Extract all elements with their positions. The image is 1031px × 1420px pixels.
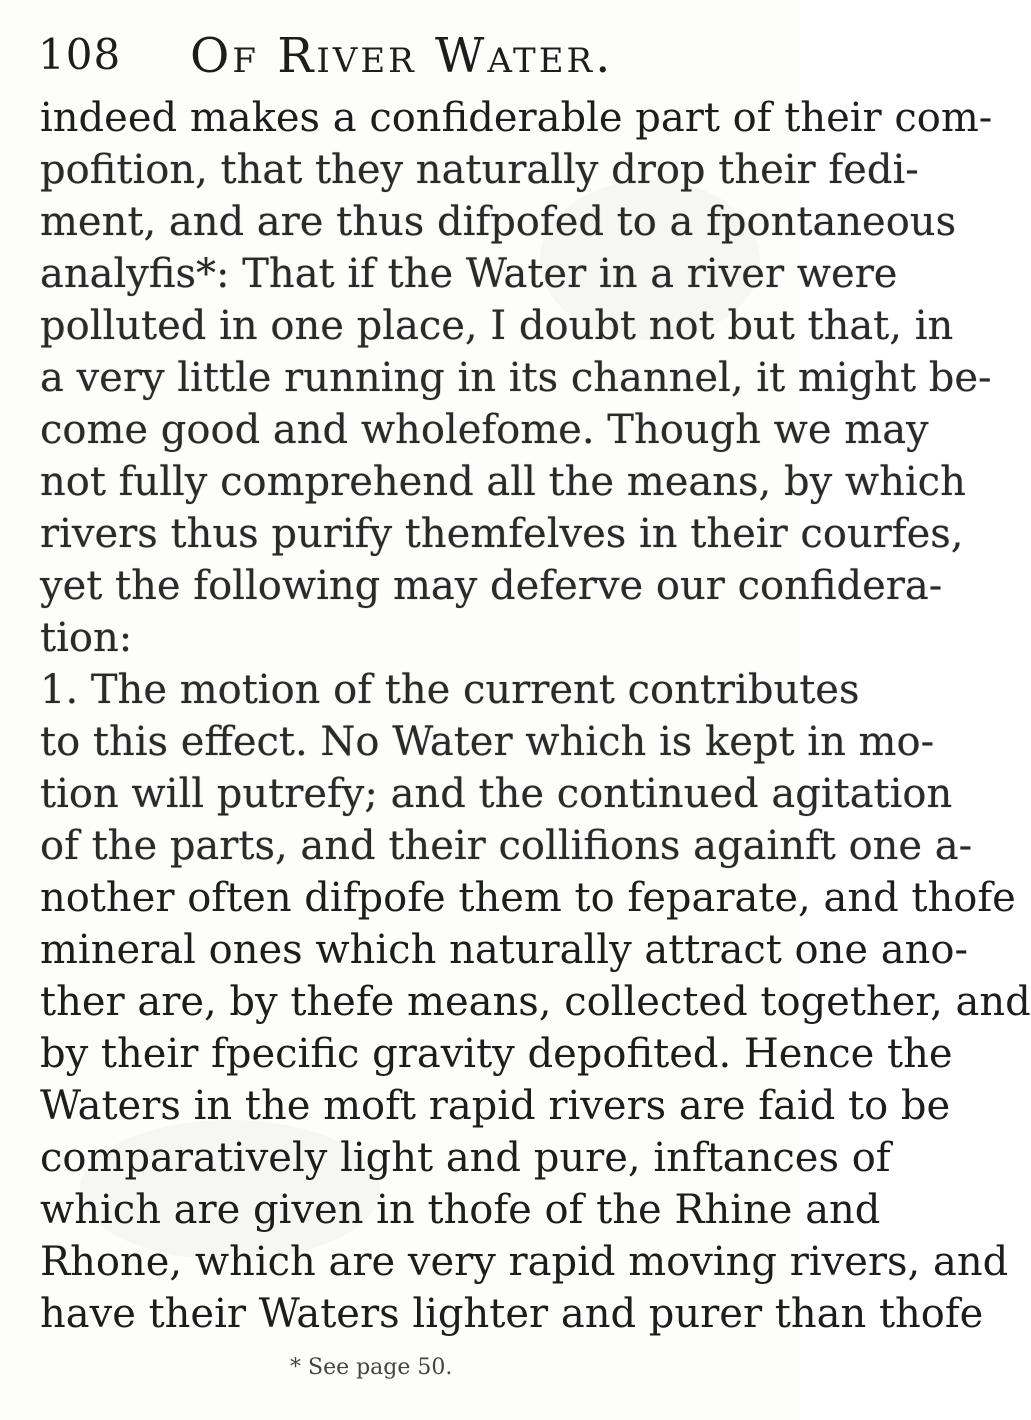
text-line: 1. The motion of the current contributes	[40, 667, 860, 713]
text-line: indeed makes a confiderable part of their com-	[40, 95, 993, 141]
text-line: pofition, that they naturally drop their fedi-	[40, 147, 919, 193]
text-line: comparatively light and pure, inftances of	[40, 1135, 891, 1181]
footnote: * See page 50.	[290, 1355, 453, 1380]
text-line: ment, and are thus difpofed to a fpontaneous	[40, 199, 957, 245]
page-number: 108	[38, 30, 122, 79]
text-line: to this effect. No Water which is kept in mo-	[40, 719, 935, 765]
text-line: a very little running in its channel, it might be-	[40, 355, 992, 401]
text-line: polluted in one place, I doubt not but that, in	[40, 303, 954, 349]
running-head: Of River Water.	[190, 28, 614, 84]
text-line: have their Waters lighter and purer than thofe	[40, 1291, 984, 1337]
text-line: not fully comprehend all the means, by which	[40, 459, 966, 505]
text-line: yet the following may deferve our confidera-	[40, 563, 943, 609]
text-line: mineral ones which naturally attract one ano-	[40, 927, 968, 973]
text-line: nother often difpofe them to feparate, and thofe	[40, 875, 1016, 921]
page-header	[30, 28, 770, 98]
text-line: ther are, by thefe means, collected together, and	[40, 979, 1031, 1025]
text-line: rivers thus purify themfelves in their courfes,	[40, 511, 964, 557]
text-line: by their fpecific gravity depofited. Hence the	[40, 1031, 953, 1077]
text-line: tion will putrefy; and the continued agitation	[40, 771, 953, 817]
text-line: tion:	[40, 615, 133, 661]
text-line: Rhone, which are very rapid moving rivers, and	[40, 1239, 1009, 1285]
text-line: Waters in the moft rapid rivers are faid to be	[40, 1083, 951, 1129]
body-text	[40, 92, 1031, 1340]
text-line: come good and wholefome. Though we may	[40, 407, 929, 453]
text-line: analyfis*: That if the Water in a river were	[40, 251, 898, 297]
text-line: of the parts, and their collifions againft one a-	[40, 823, 973, 869]
text-line: which are given in thofe of the Rhine and	[40, 1187, 881, 1233]
